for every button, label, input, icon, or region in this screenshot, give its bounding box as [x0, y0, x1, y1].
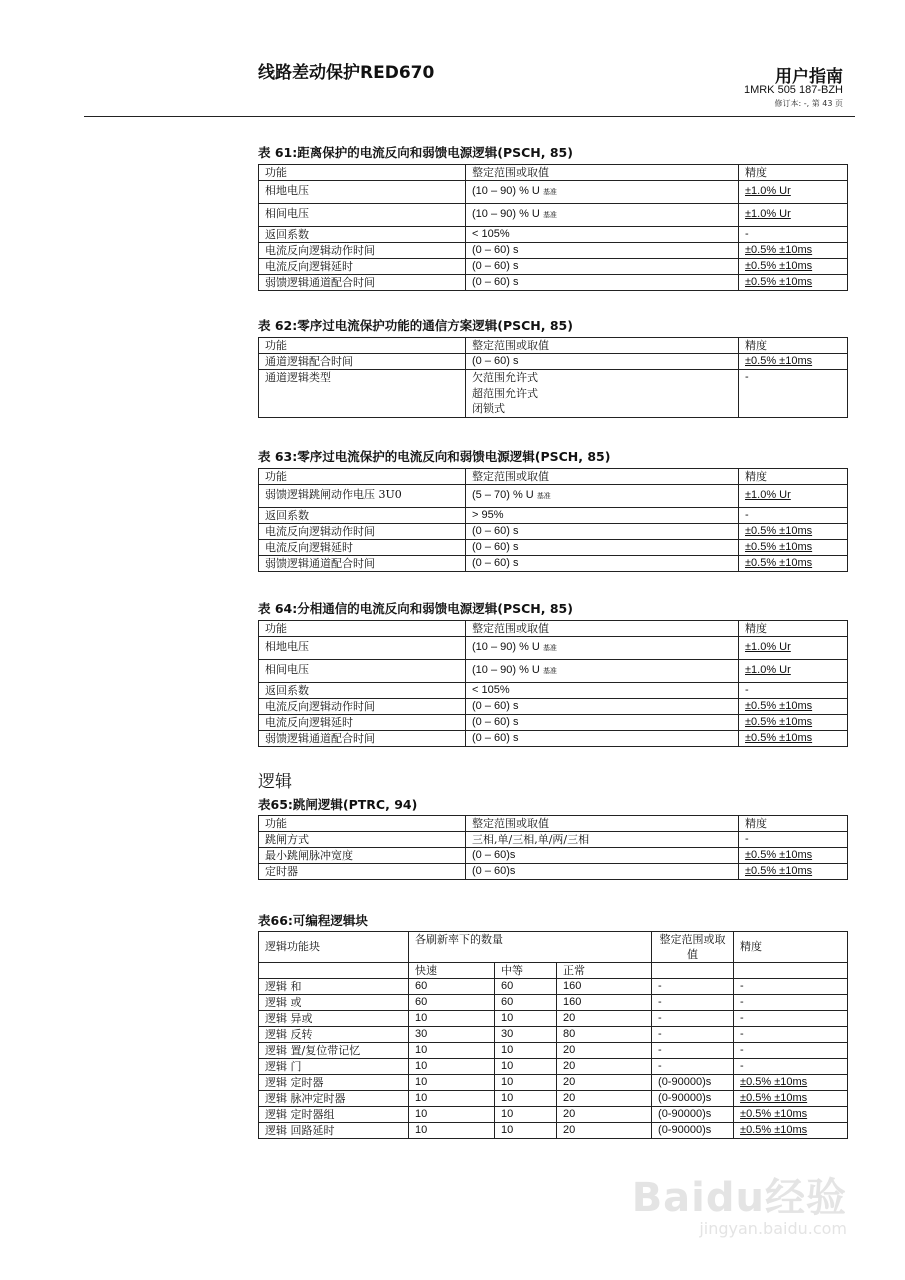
table-61-caption: 表 61:距离保护的电流反向和弱馈电源逻辑(PSCH, 85) [258, 145, 573, 160]
table-row [259, 731, 848, 747]
cell-range: (0 – 60) s [466, 259, 739, 275]
cell-accuracy: - [739, 832, 848, 848]
cell-accuracy: - [734, 1043, 848, 1059]
cell-function: 最小跳闸脉冲宽度 [259, 848, 466, 864]
header-accuracy: 精度 [739, 165, 848, 181]
cell-range: (0-90000)s [652, 1075, 734, 1091]
cell-accuracy: ±0.5% ±10ms [739, 540, 848, 556]
cell-range [466, 204, 739, 227]
cell-fast: 10 [409, 1011, 495, 1027]
table-63-caption: 表 63:零序过电流保护的电流反向和弱馈电源逻辑(PSCH, 85) [258, 449, 611, 464]
cell-medium: 10 [495, 1075, 557, 1091]
cell-range: < 105% [466, 227, 739, 243]
table-62 [258, 337, 848, 418]
cell-fast: 60 [409, 979, 495, 995]
header-accuracy: 精度 [739, 469, 848, 485]
cell-block-name: 逻辑 门 [259, 1059, 409, 1075]
table-row [259, 1123, 848, 1139]
cell-accuracy: - [734, 995, 848, 1011]
cell-medium: 10 [495, 1123, 557, 1139]
range-value: (10 – 90) % U [472, 664, 540, 676]
cell-medium: 10 [495, 1011, 557, 1027]
cell-range [466, 181, 739, 204]
cell-range: (0 – 60)s [466, 864, 739, 880]
cell-function: 电流反向逻辑动作时间 [259, 524, 466, 540]
table-row [259, 699, 848, 715]
range-subscript: 基准 [536, 493, 551, 500]
cell-block-name: 逻辑 脉冲定时器 [259, 1091, 409, 1107]
cell-function: 电流反向逻辑动作时间 [259, 243, 466, 259]
cell-function: 通道逻辑类型 [259, 370, 466, 418]
range-subscript: 基准 [542, 668, 557, 675]
cell-accuracy: ±0.5% ±10ms [739, 556, 848, 572]
table-row [259, 485, 848, 508]
header-accuracy: 精度 [739, 621, 848, 637]
cell-block-name: 逻辑 异或 [259, 1011, 409, 1027]
cell-accuracy: - [734, 1059, 848, 1075]
table-row [259, 204, 848, 227]
header-range: 整定范围或取值 [652, 932, 734, 963]
cell-function: 返回系数 [259, 508, 466, 524]
cell-function: 返回系数 [259, 227, 466, 243]
cell-accuracy: ±1.0% Ur [739, 660, 848, 683]
table-66-caption: 表66:可编程逻辑块 [258, 913, 368, 928]
user-guide-label: 用户指南 [775, 67, 843, 87]
cell-medium: 30 [495, 1027, 557, 1043]
cell-range: - [652, 995, 734, 1011]
table-row [259, 637, 848, 660]
cell-range [466, 637, 739, 660]
table-row [259, 524, 848, 540]
cell-function: 电流反向逻辑延时 [259, 259, 466, 275]
cell-range: (0 – 60) s [466, 275, 739, 291]
cell-block-name: 逻辑 定时器 [259, 1075, 409, 1091]
cell-medium: 10 [495, 1043, 557, 1059]
cell-accuracy: - [739, 508, 848, 524]
cell-function: 跳闸方式 [259, 832, 466, 848]
cell-accuracy: ±0.5% ±10ms [734, 1091, 848, 1107]
cell-function: 通道逻辑配合时间 [259, 354, 466, 370]
cell-range: - [652, 1043, 734, 1059]
cell-range: (0 – 60) s [466, 243, 739, 259]
cell-function: 相间电压 [259, 204, 466, 227]
cell-fast: 10 [409, 1091, 495, 1107]
cell-accuracy: - [739, 370, 848, 418]
table-row [259, 243, 848, 259]
cell-accuracy: ±0.5% ±10ms [734, 1075, 848, 1091]
header-range: 整定范围或取值 [466, 816, 739, 832]
range-value: (5 – 70) % U [472, 489, 534, 501]
cell-fast: 10 [409, 1107, 495, 1123]
header-accuracy: 精度 [739, 338, 848, 354]
revision-page: 修订本: -, 第 43 页 [774, 99, 843, 108]
table-64-caption: 表 64:分相通信的电流反向和弱馈电源逻辑(PSCH, 85) [258, 601, 573, 616]
table-64 [258, 620, 848, 747]
cell-fast: 10 [409, 1123, 495, 1139]
header-normal: 正常 [557, 963, 652, 979]
header-accuracy: 精度 [739, 816, 848, 832]
watermark [632, 1166, 847, 1238]
cell-function: 弱馈逻辑跳闸动作电压 3U0 [259, 485, 466, 508]
table-header-row [259, 338, 848, 354]
cell-block-name: 逻辑 和 [259, 979, 409, 995]
table-row [259, 227, 848, 243]
table-row [259, 683, 848, 699]
header-function: 功能 [259, 338, 466, 354]
cell-function: 电流反向逻辑延时 [259, 540, 466, 556]
table-row [259, 979, 848, 995]
cell-block-name: 逻辑 定时器组 [259, 1107, 409, 1123]
table-header-row [259, 621, 848, 637]
cell-range: (0 – 60) s [466, 556, 739, 572]
header-accuracy: 精度 [734, 932, 848, 963]
header-function: 功能 [259, 816, 466, 832]
range-subscript: 基准 [542, 645, 557, 652]
table-row [259, 1027, 848, 1043]
cell-medium: 60 [495, 979, 557, 995]
cell-medium: 10 [495, 1091, 557, 1107]
header-medium: 中等 [495, 963, 557, 979]
cell-accuracy: ±0.5% ±10ms [739, 354, 848, 370]
table-65 [258, 815, 848, 880]
cell-range: - [652, 1011, 734, 1027]
cell-function: 弱馈逻辑通道配合时间 [259, 731, 466, 747]
table-row [259, 848, 848, 864]
table-row [259, 1075, 848, 1091]
header-range: 整定范围或取值 [466, 621, 739, 637]
channel-type-option: 欠范围允许式 [472, 371, 538, 384]
table-row [259, 370, 848, 418]
cell-range: (0 – 60) s [466, 731, 739, 747]
table-65-caption: 表65:跳闸逻辑(PTRC, 94) [258, 797, 418, 812]
table-row [259, 660, 848, 683]
cell-block-name: 逻辑 回路延时 [259, 1123, 409, 1139]
header-function: 功能 [259, 621, 466, 637]
cell-normal: 160 [557, 995, 652, 1011]
header-block: 逻辑功能块 [259, 932, 409, 963]
cell-normal: 20 [557, 1091, 652, 1107]
cell-range: (0 – 60) s [466, 699, 739, 715]
watermark-url: jingyan.baidu.com [699, 1219, 847, 1238]
cell-medium: 10 [495, 1059, 557, 1075]
cell-block-name: 逻辑 反转 [259, 1027, 409, 1043]
subheader-empty [652, 963, 734, 979]
table-row [259, 354, 848, 370]
document-title: 线路差动保护RED670 [258, 63, 435, 83]
cell-normal: 80 [557, 1027, 652, 1043]
cell-normal: 20 [557, 1123, 652, 1139]
table-62-caption: 表 62:零序过电流保护功能的通信方案逻辑(PSCH, 85) [258, 318, 573, 333]
cell-normal: 20 [557, 1059, 652, 1075]
cell-accuracy: ±0.5% ±10ms [739, 864, 848, 880]
cell-accuracy: - [734, 979, 848, 995]
table-63 [258, 468, 848, 572]
cell-range: (0 – 60) s [466, 524, 739, 540]
cell-range: (0-90000)s [652, 1091, 734, 1107]
header-function: 功能 [259, 165, 466, 181]
cell-range: (0 – 60) s [466, 354, 739, 370]
cell-accuracy: ±0.5% ±10ms [739, 259, 848, 275]
cell-accuracy: ±1.0% Ur [739, 637, 848, 660]
cell-accuracy: ±0.5% ±10ms [739, 715, 848, 731]
cell-accuracy: ±0.5% ±10ms [739, 699, 848, 715]
cell-fast: 60 [409, 995, 495, 1011]
cell-normal: 160 [557, 979, 652, 995]
cell-accuracy: - [734, 1011, 848, 1027]
cell-range: (0 – 60) s [466, 540, 739, 556]
cell-range: (0 – 60)s [466, 848, 739, 864]
cell-range: (0 – 60) s [466, 715, 739, 731]
cell-fast: 10 [409, 1043, 495, 1059]
cell-medium: 60 [495, 995, 557, 1011]
cell-accuracy: ±1.0% Ur [739, 181, 848, 204]
header-divider [84, 116, 855, 117]
range-value: (10 – 90) % U [472, 208, 540, 220]
cell-range-list [466, 370, 739, 418]
table-row [259, 556, 848, 572]
section-title: 逻辑 [258, 772, 292, 792]
cell-range: - [652, 1027, 734, 1043]
cell-range [466, 485, 739, 508]
cell-function: 定时器 [259, 864, 466, 880]
table-header-row [259, 165, 848, 181]
cell-range: - [652, 1059, 734, 1075]
range-value: (10 – 90) % U [472, 185, 540, 197]
channel-type-option: 闭锁式 [472, 402, 505, 415]
table-row [259, 1043, 848, 1059]
cell-function: 相地电压 [259, 181, 466, 204]
table-row [259, 864, 848, 880]
cell-fast: 30 [409, 1027, 495, 1043]
cell-function: 相地电压 [259, 637, 466, 660]
cell-range [466, 660, 739, 683]
cell-accuracy: ±0.5% ±10ms [739, 275, 848, 291]
table-row [259, 832, 848, 848]
cell-normal: 20 [557, 1075, 652, 1091]
table-row [259, 715, 848, 731]
cell-accuracy: ±0.5% ±10ms [739, 524, 848, 540]
cell-range: < 105% [466, 683, 739, 699]
table-row [259, 1011, 848, 1027]
table-61 [258, 164, 848, 291]
cell-fast: 10 [409, 1075, 495, 1091]
cell-accuracy: ±1.0% Ur [739, 485, 848, 508]
cell-accuracy: ±1.0% Ur [739, 204, 848, 227]
table-row [259, 540, 848, 556]
watermark-logo: Baidu经验 [631, 1175, 847, 1221]
header-fast: 快速 [409, 963, 495, 979]
cell-accuracy: - [734, 1027, 848, 1043]
cell-function: 弱馈逻辑通道配合时间 [259, 556, 466, 572]
table-row [259, 259, 848, 275]
cell-accuracy: ±0.5% ±10ms [734, 1107, 848, 1123]
table-header-row [259, 932, 848, 963]
cell-block-name: 逻辑 或 [259, 995, 409, 1011]
table-66 [258, 931, 848, 1139]
cell-range: (0-90000)s [652, 1107, 734, 1123]
document-number: 1MRK 505 187-BZH [743, 84, 843, 96]
table-row [259, 508, 848, 524]
cell-function: 相间电压 [259, 660, 466, 683]
header-range: 整定范围或取值 [466, 338, 739, 354]
range-subscript: 基准 [542, 212, 557, 219]
cell-accuracy: - [739, 683, 848, 699]
subheader-empty [259, 963, 409, 979]
cell-accuracy: ±0.5% ±10ms [739, 848, 848, 864]
cell-accuracy: ±0.5% ±10ms [739, 731, 848, 747]
cell-accuracy: - [739, 227, 848, 243]
cell-normal: 20 [557, 1043, 652, 1059]
table-header-row [259, 469, 848, 485]
cell-range: 三相,单/三相,单/两/三相 [466, 832, 739, 848]
table-row [259, 1107, 848, 1123]
table-row [259, 1059, 848, 1075]
cell-accuracy: ±0.5% ±10ms [739, 243, 848, 259]
cell-range: > 95% [466, 508, 739, 524]
range-value: (10 – 90) % U [472, 641, 540, 653]
cell-function: 电流反向逻辑延时 [259, 715, 466, 731]
table-row [259, 995, 848, 1011]
table-header-row [259, 816, 848, 832]
cell-function: 电流反向逻辑动作时间 [259, 699, 466, 715]
cell-normal: 20 [557, 1011, 652, 1027]
header-count: 各刷新率下的数量 [409, 932, 652, 963]
header-range: 整定范围或取值 [466, 469, 739, 485]
cell-function: 返回系数 [259, 683, 466, 699]
table-row [259, 275, 848, 291]
cell-range: (0-90000)s [652, 1123, 734, 1139]
cell-function: 弱馈逻辑通道配合时间 [259, 275, 466, 291]
header-range: 整定范围或取值 [466, 165, 739, 181]
cell-fast: 10 [409, 1059, 495, 1075]
cell-accuracy: ±0.5% ±10ms [734, 1123, 848, 1139]
cell-range: - [652, 979, 734, 995]
table-row [259, 181, 848, 204]
table-subheader-row [259, 963, 848, 979]
range-subscript: 基准 [542, 189, 557, 196]
table-row [259, 1091, 848, 1107]
cell-normal: 20 [557, 1107, 652, 1123]
subheader-empty [734, 963, 848, 979]
channel-type-option: 超范围允许式 [472, 386, 538, 400]
header-function: 功能 [259, 469, 466, 485]
cell-medium: 10 [495, 1107, 557, 1123]
cell-block-name: 逻辑 置/复位带记忆 [259, 1043, 409, 1059]
